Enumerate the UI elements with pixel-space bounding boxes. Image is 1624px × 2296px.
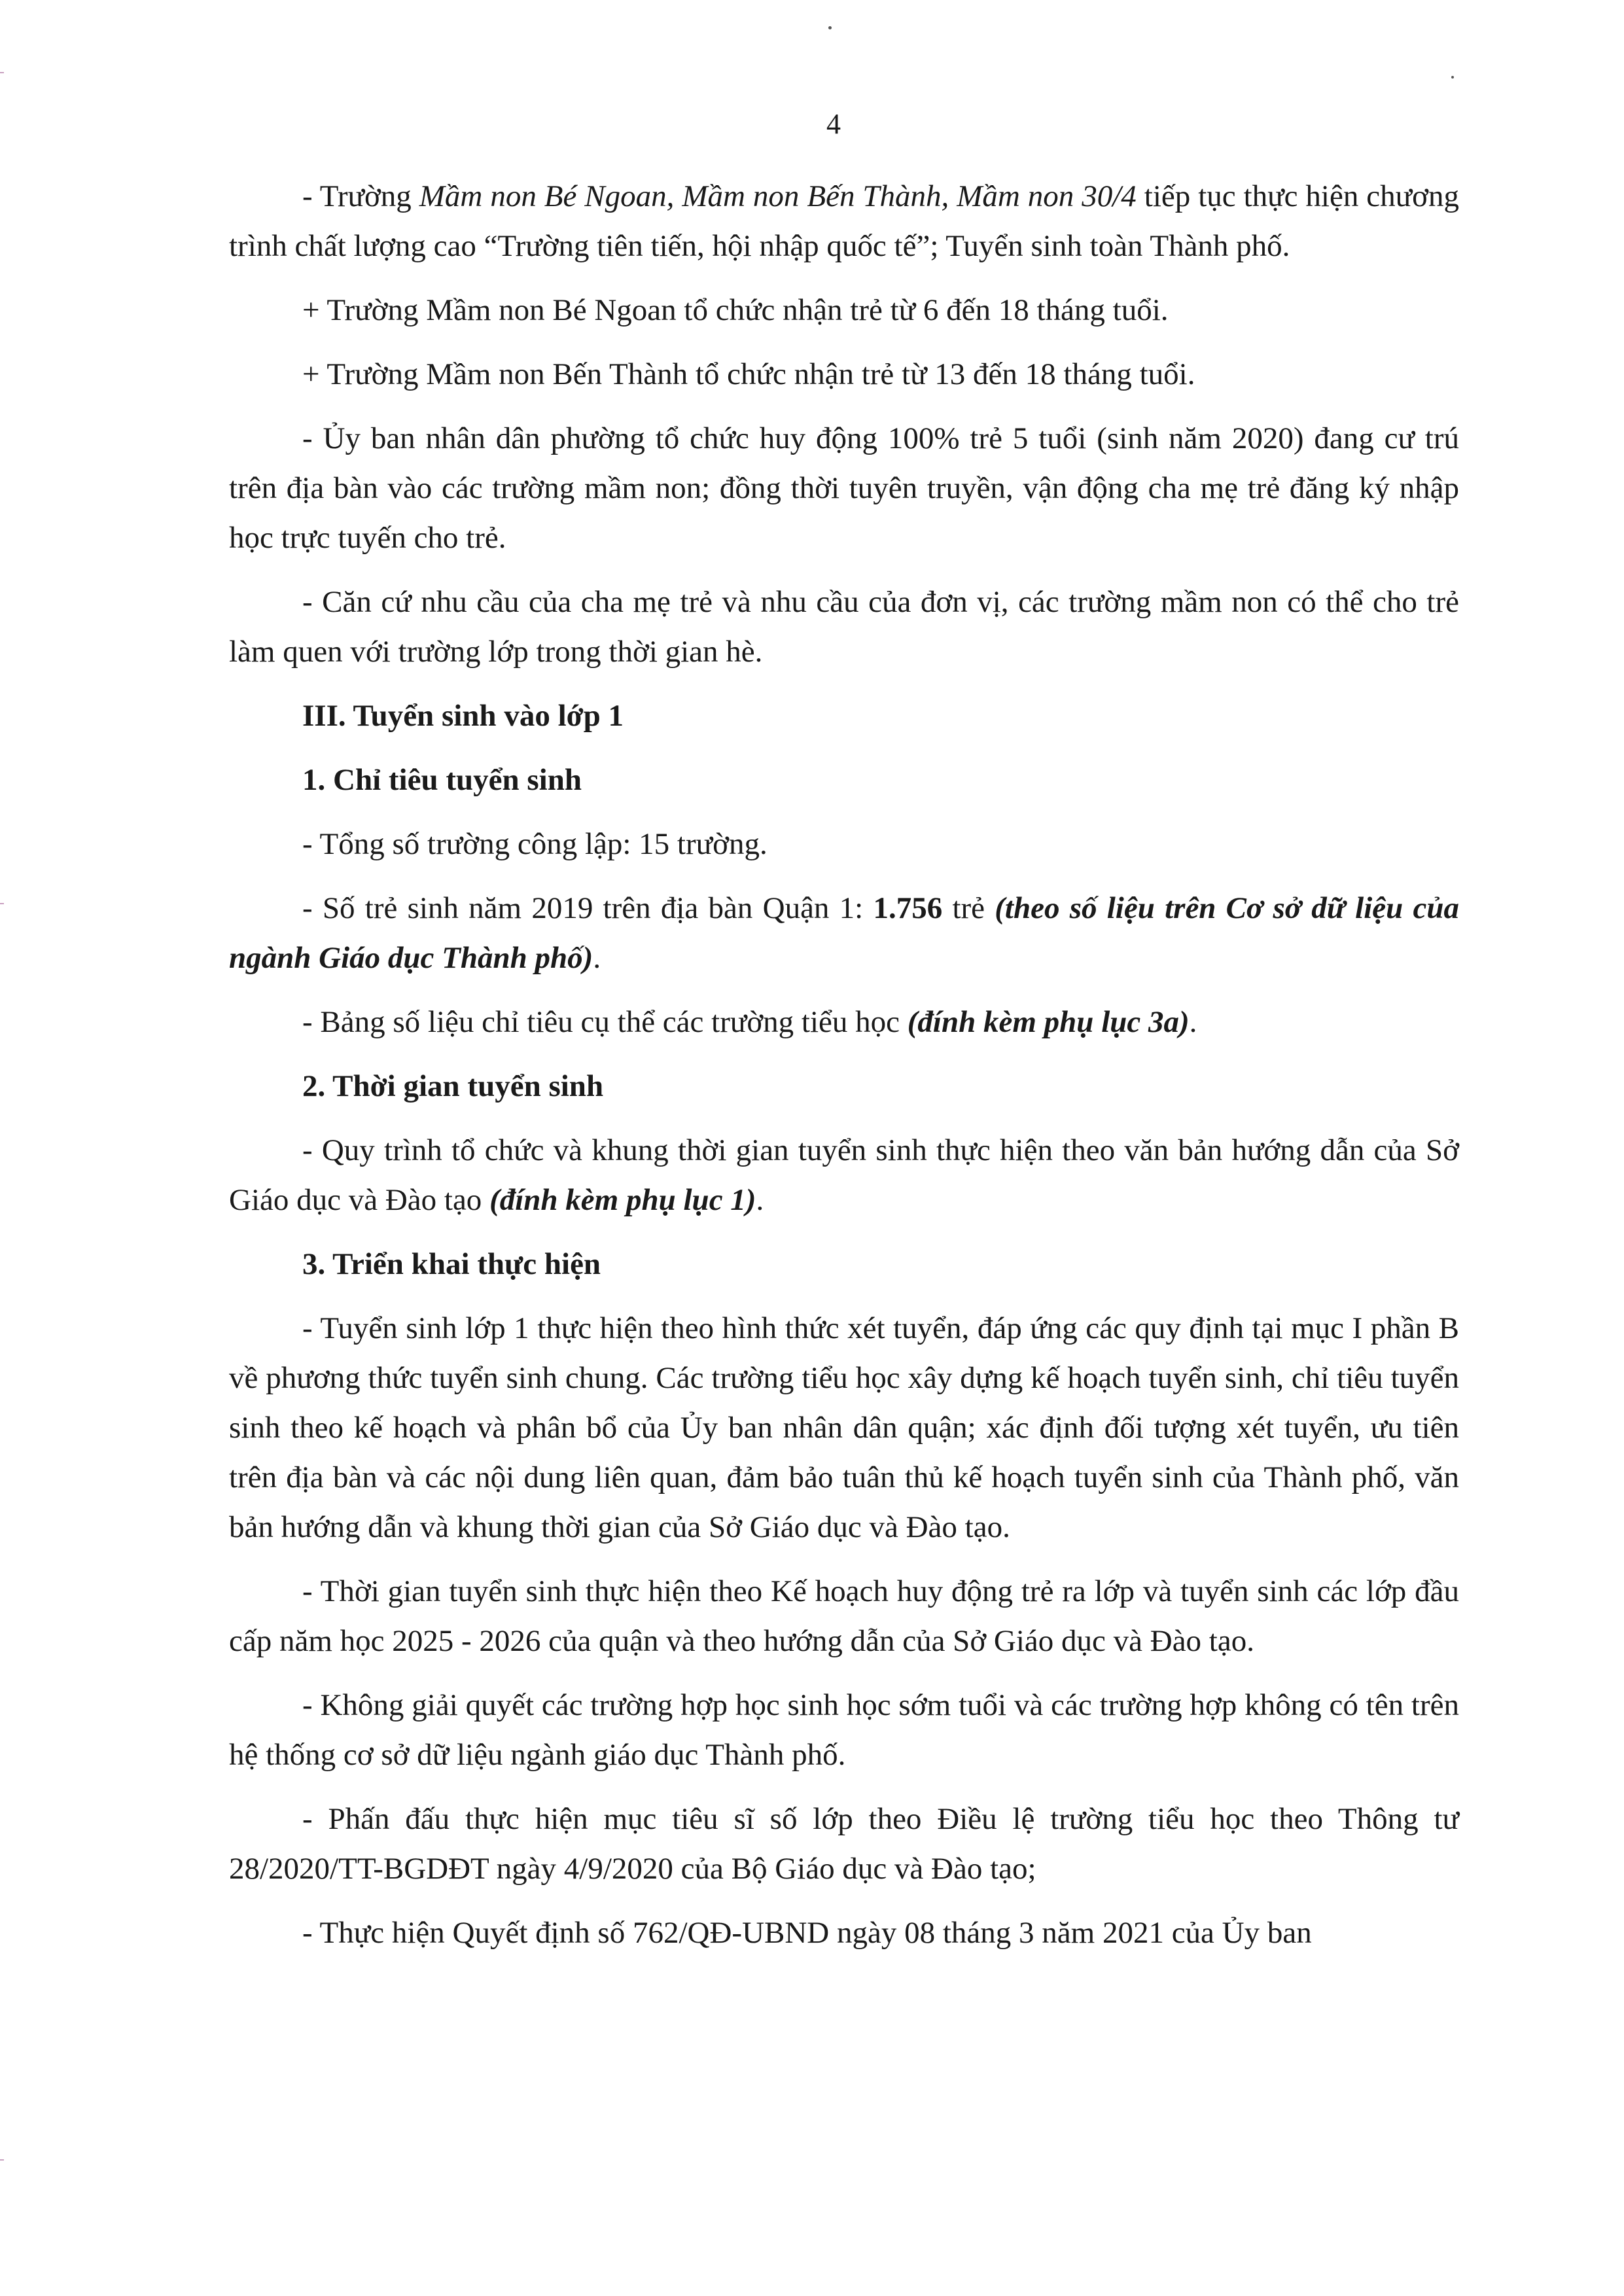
italic-text: Mầm non Bé Ngoan, Mầm non Bến Thành, Mầm non 30/4	[419, 179, 1137, 213]
subsection-heading: 3. Triển khai thực hiện	[302, 1247, 601, 1281]
section-heading: III. Tuyển sinh vào lớp 1	[302, 699, 624, 733]
text-run: tiếp tục thực hiện chương trình chất lượng cao “Trường tiên tiến, hội nhập quốc tế”; Tuyển sinh toàn Thành phố.	[229, 179, 1459, 263]
paragraph	[229, 997, 1459, 1047]
margin-mark	[0, 72, 4, 73]
paragraph: + Trường Mầm non Bé Ngoan tổ chức nhận trẻ từ 6 đến 18 tháng tuổi.	[302, 293, 1169, 327]
document-body	[229, 171, 1459, 1972]
subsection-heading: 1. Chỉ tiêu tuyển sinh	[302, 763, 582, 797]
bold-italic-note: (đính kèm phụ lục 3a)	[907, 1005, 1190, 1039]
paragraph: - Không giải quyết các trường hợp học sinh học sớm tuổi và các trường hợp không có tên trên hệ thống cơ sở dữ liệu ngành giáo dục Thành phố.	[229, 1688, 1459, 1772]
paragraph: - Tuyển sinh lớp 1 thực hiện theo hình thức xét tuyển, đáp ứng các quy định tại mục I phần B về phương thức tuyển sinh chung. Các trường tiểu học xây dựng kế hoạch tuyển sinh, chỉ tiêu tuyển sinh theo kế hoạch và phân bổ của Ủy ban nhân dân quận; xác định đối tượng xét tuyển, ưu tiên trên địa bàn và các nội dung liên quan, đảm bảo tuân thủ kế hoạch tuyển sinh của Thành phố, văn bản hướng dẫn và khung thời gian của Sở Giáo dục và Đào tạo.	[229, 1311, 1459, 1544]
margin-mark	[0, 2159, 4, 2161]
bold-italic-note: (theo số liệu trên Cơ sở dữ liệu của ngành Giáo dục Thành phố)	[229, 891, 1459, 975]
text-run: .	[756, 1183, 764, 1217]
margin-mark	[0, 903, 4, 904]
bold-italic-note: (đính kèm phụ lục 1)	[489, 1183, 756, 1217]
scan-speck	[828, 26, 832, 29]
paragraph: + Trường Mầm non Bến Thành tổ chức nhận trẻ từ 13 đến 18 tháng tuổi.	[302, 357, 1195, 391]
paragraph: - Tổng số trường công lập: 15 trường.	[302, 827, 768, 861]
scan-speck	[1451, 76, 1454, 79]
text-run: .	[593, 941, 601, 975]
text-run: - Trường	[302, 179, 419, 213]
text-run: - Bảng số liệu chỉ tiêu cụ thể các trường tiểu học	[302, 1005, 908, 1039]
bold-number: 1.756	[873, 891, 943, 925]
text-run: - Số trẻ sinh năm 2019 trên địa bàn Quận 1:	[302, 891, 874, 925]
paragraph: - Phấn đấu thực hiện mục tiêu sĩ số lớp theo Điều lệ trường tiểu học theo Thông tư 28/2020/TT-BGDĐT ngày 4/9/2020 của Bộ Giáo dục và Đào tạo;	[229, 1802, 1459, 1886]
text-run: - Quy trình tổ chức và khung thời gian tuyển sinh thực hiện theo văn bản hướng dẫn của Sở Giáo dục và Đào tạo	[229, 1133, 1459, 1217]
paragraph	[229, 1125, 1459, 1225]
paragraph	[229, 883, 1459, 983]
paragraph: - Thời gian tuyển sinh thực hiện theo Kế hoạch huy động trẻ ra lớp và tuyển sinh các lớp đầu cấp năm học 2025 - 2026 của quận và theo hướng dẫn của Sở Giáo dục và Đào tạo.	[229, 1574, 1459, 1658]
paragraph: - Thực hiện Quyết định số 762/QĐ-UBND ngày 08 tháng 3 năm 2021 của Ủy ban	[302, 1916, 1312, 1950]
paragraph: - Ủy ban nhân dân phường tổ chức huy động 100% trẻ 5 tuổi (sinh năm 2020) đang cư trú trên địa bàn vào các trường mầm non; đồng thời tuyên truyền, vận động cha mẹ trẻ đăng ký nhập học trực tuyến cho trẻ.	[229, 421, 1459, 555]
subsection-heading: 2. Thời gian tuyển sinh	[302, 1069, 604, 1103]
paragraph	[229, 171, 1459, 271]
text-run: .	[1189, 1005, 1197, 1039]
page-number: 4	[826, 108, 841, 140]
text-run: trẻ	[942, 891, 995, 925]
paragraph: - Căn cứ nhu cầu của cha mẹ trẻ và nhu cầu của đơn vị, các trường mầm non có thể cho trẻ làm quen với trường lớp trong thời gian hè.	[229, 585, 1459, 669]
